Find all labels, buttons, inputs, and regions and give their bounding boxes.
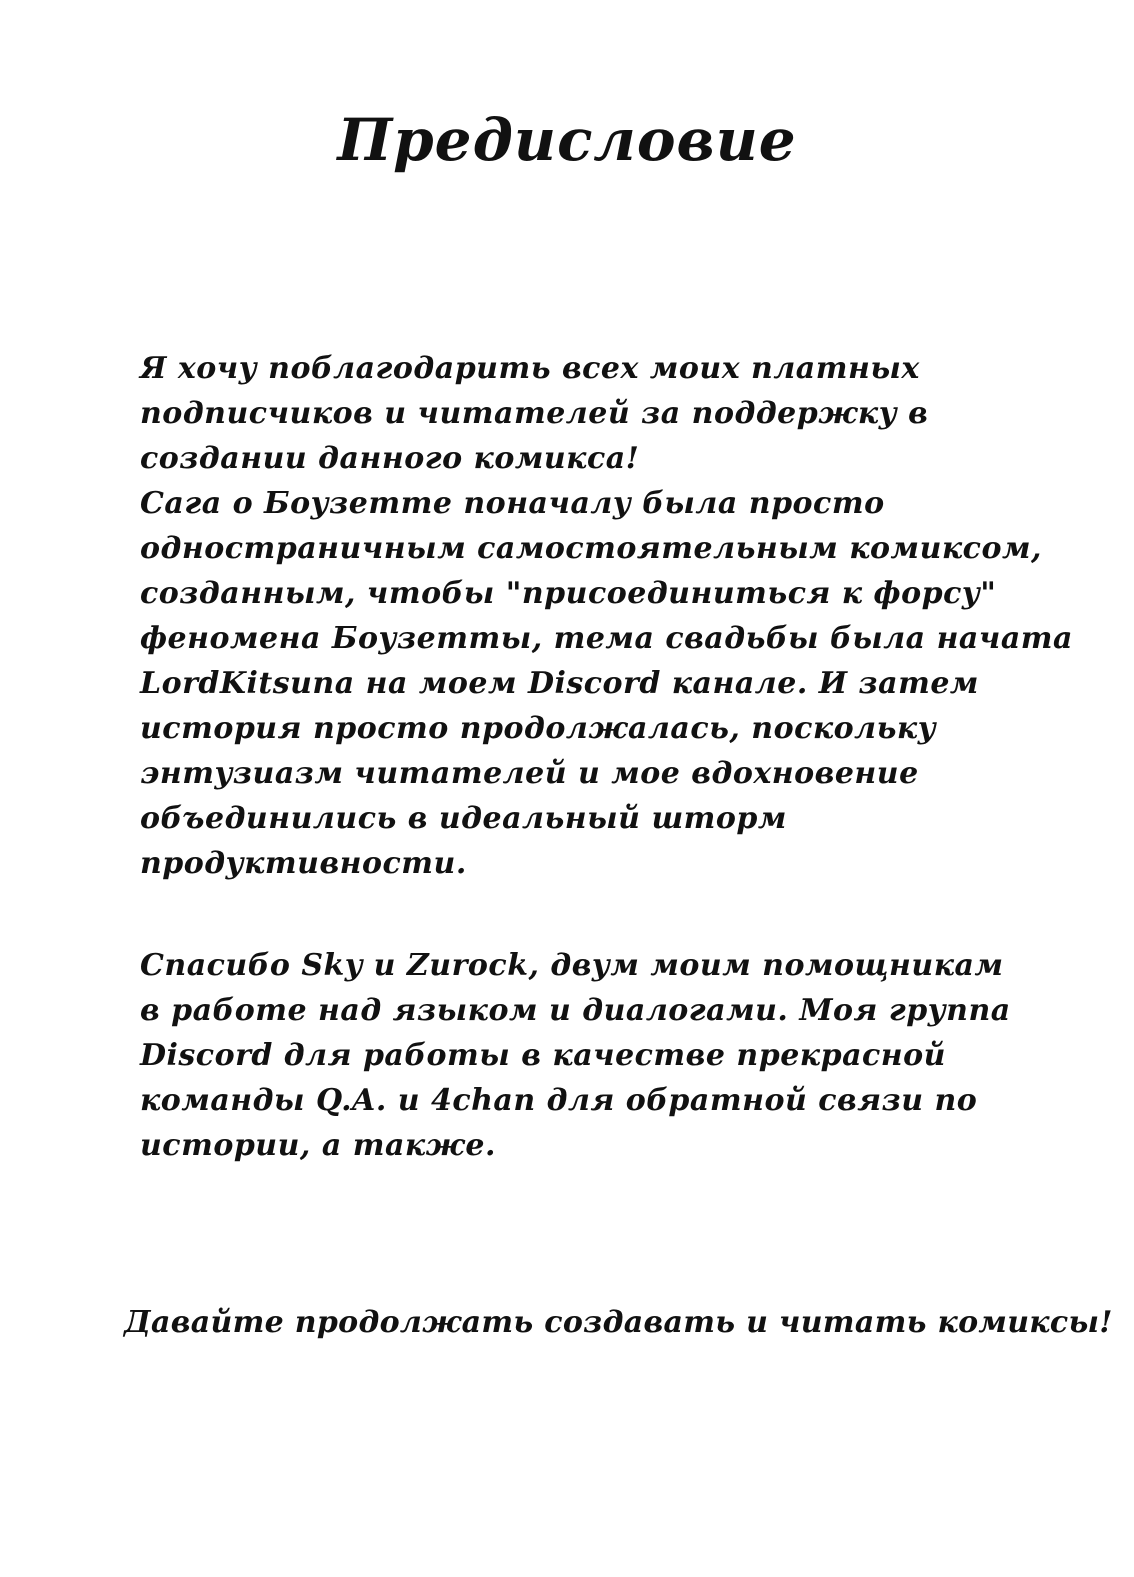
closing-line: Давайте продолжать создавать и читать комиксы! — [124, 1305, 1113, 1340]
text-line: истории, а также. — [140, 1128, 496, 1163]
text-line: Сага о Боузетте поначалу была просто — [140, 486, 885, 521]
text-line: Я хочу поблагодарить всех моих платных — [140, 351, 920, 386]
text-line: одностраничным самостоятельным комиксом, — [140, 531, 1042, 566]
text-line: объединились в идеальный шторм — [140, 801, 787, 836]
page-title: Предисловие — [337, 106, 797, 174]
text-line: создании данного комикса! — [140, 441, 640, 476]
text-line: энтузиазм читателей и мое вдохновение — [140, 756, 919, 791]
text-line: LordKitsuna на моем Discord канале. И затем — [140, 666, 979, 701]
text-line: феномена Боузетты, тема свадьбы была начата — [140, 621, 1073, 656]
text-line: подписчиков и читателей за поддержку в — [140, 396, 929, 431]
text-line: Спасибо Sky и Zurock, двум моим помощникам — [140, 948, 1004, 983]
text-line: в работе над языком и диалогами. Моя группа — [140, 993, 1011, 1028]
text-line: команды Q.A. и 4chan для обратной связи по — [140, 1083, 978, 1118]
text-line: созданным, чтобы "присоединиться к форсу" — [140, 576, 997, 611]
text-line: продуктивности. — [140, 846, 467, 881]
acknowledgment-paragraph — [140, 346, 1100, 886]
text-line: Discord для работы в качестве прекрасной — [140, 1038, 946, 1073]
thanks-paragraph — [140, 943, 1100, 1168]
text-line: история просто продолжалась, поскольку — [140, 711, 937, 746]
